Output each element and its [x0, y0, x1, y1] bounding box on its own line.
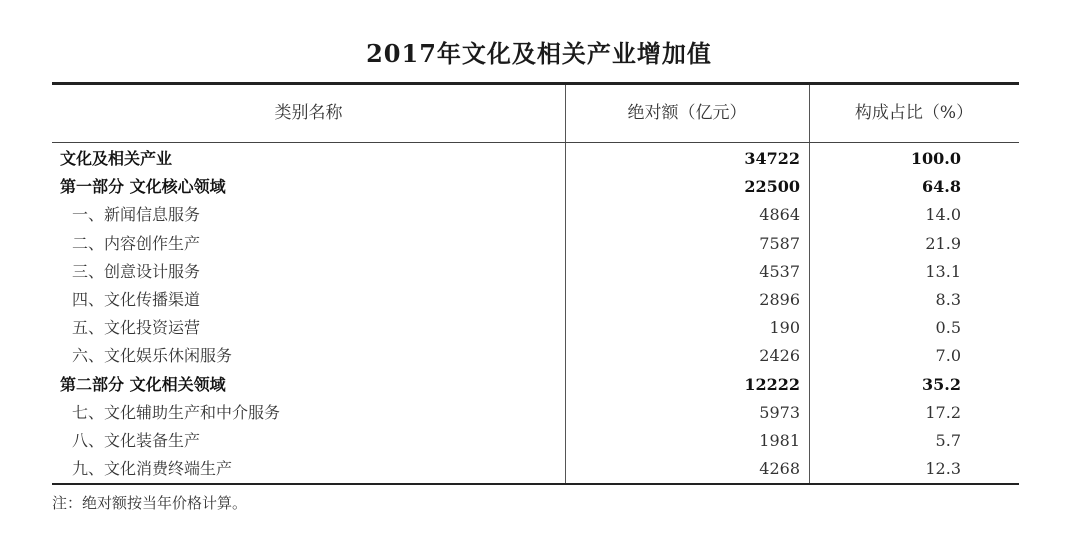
table-row [52, 342, 1019, 370]
row-category-name: 第一部分 文化核心领域 [60, 177, 226, 197]
row-share-value: 21.9 [925, 233, 961, 253]
row-absolute-value: 190 [769, 318, 800, 338]
table-row [52, 427, 1019, 455]
row-absolute-value: 4864 [759, 205, 800, 225]
table-row [52, 258, 1019, 286]
row-share-value: 7.0 [935, 346, 961, 366]
row-category-name: 文化及相关产业 [60, 149, 173, 168]
table-row [52, 145, 1019, 173]
row-absolute-value: 5973 [759, 402, 800, 422]
row-share-value: 0.5 [935, 318, 961, 338]
row-absolute-value: 34722 [744, 149, 800, 168]
row-share-value: 13.1 [925, 261, 961, 281]
table-body [52, 145, 1019, 483]
row-absolute-value: 4537 [759, 261, 800, 281]
row-share-value: 100.0 [910, 149, 961, 168]
row-category-name: 第二部分 文化相关领域 [60, 374, 226, 394]
row-absolute-value: 2426 [759, 346, 800, 366]
row-category-name: 六、文化娱乐休闲服务 [72, 346, 233, 366]
row-category-name: 八、文化装备生产 [72, 430, 201, 450]
row-share-value: 64.8 [922, 177, 961, 197]
row-absolute-value: 2896 [759, 289, 800, 309]
row-category-name: 五、文化投资运营 [72, 318, 201, 338]
row-category-name: 九、文化消费终端生产 [72, 459, 233, 479]
row-share-value: 12.3 [925, 459, 961, 479]
row-category-name: 二、内容创作生产 [72, 233, 201, 253]
data-table [52, 82, 1019, 486]
row-share-value: 17.2 [925, 402, 961, 422]
row-absolute-value: 1981 [759, 430, 800, 450]
header-category: 类别名称 [274, 103, 343, 123]
row-category-name: 四、文化传播渠道 [72, 289, 201, 309]
row-category-name: 七、文化辅助生产和中介服务 [72, 402, 281, 422]
table-row [52, 230, 1019, 258]
row-share-value: 14.0 [925, 205, 961, 225]
header-rule [52, 142, 1019, 143]
table-row [52, 399, 1019, 427]
table-title: 2017年文化及相关产业增加值 [366, 39, 712, 68]
table-row [52, 201, 1019, 229]
table-row [52, 371, 1019, 399]
table-bottom-rule [52, 483, 1019, 485]
row-absolute-value: 22500 [744, 177, 800, 197]
row-share-value: 8.3 [935, 289, 961, 309]
row-absolute-value: 7587 [759, 233, 800, 253]
row-category-name: 一、新闻信息服务 [72, 205, 201, 225]
table-row [52, 286, 1019, 314]
row-category-name: 三、创意设计服务 [72, 261, 201, 281]
row-absolute-value: 12222 [744, 374, 800, 394]
table-note: 注：绝对额按当年价格计算。 [52, 494, 248, 512]
row-absolute-value: 4268 [759, 459, 800, 479]
table-row [52, 455, 1019, 483]
table-row [52, 314, 1019, 342]
header-absolute-value: 绝对额（亿元） [627, 103, 747, 123]
table-row [52, 173, 1019, 201]
row-share-value: 5.7 [935, 430, 961, 450]
header-share: 构成占比（%） [854, 103, 974, 123]
row-share-value: 35.2 [922, 374, 961, 394]
